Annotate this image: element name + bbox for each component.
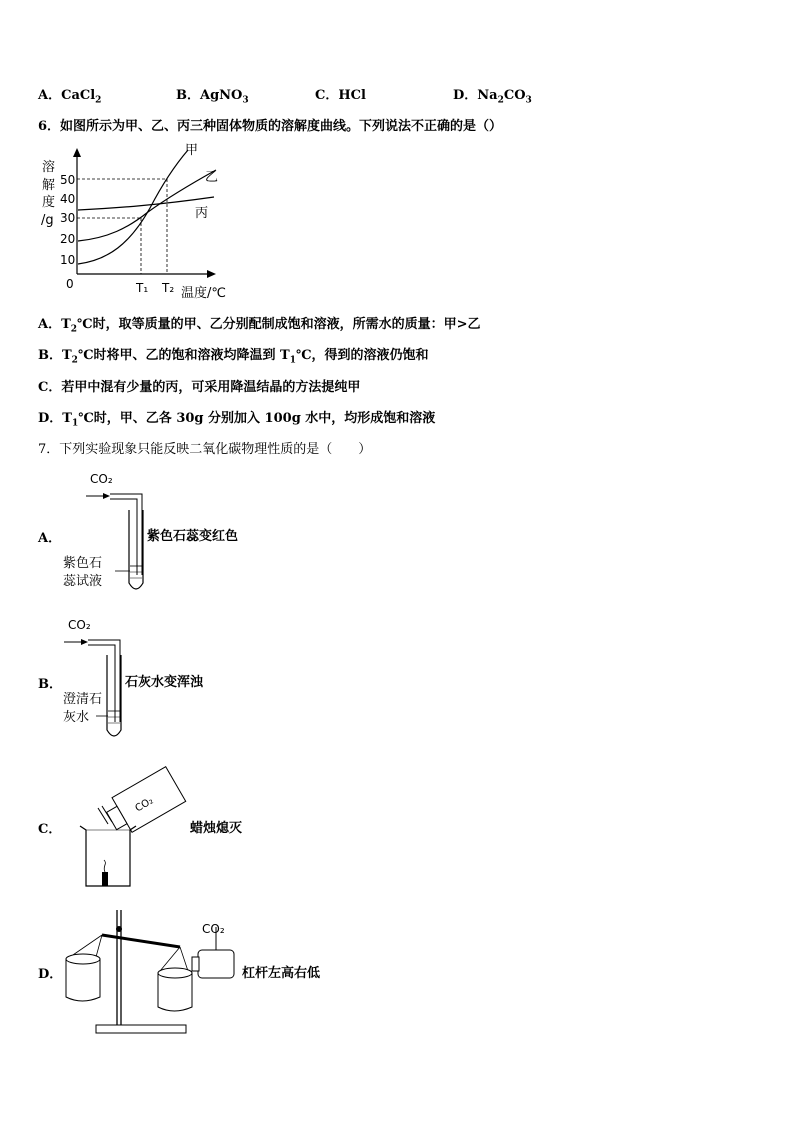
curve-label-bing: 丙 <box>195 206 209 221</box>
q6-option-c: C．若甲中混有少量的丙，可采用降温结晶的方法提纯甲 <box>38 380 361 395</box>
q7-stem: 7．下列实验现象只能反映二氧化碳物理性质的是（ ） <box>38 442 372 457</box>
y-tick-50: 50 <box>60 173 76 187</box>
origin-label: 0 <box>66 277 74 291</box>
gas-label-a: CO₂ <box>90 472 113 486</box>
liquid-label-b-2: 灰水 <box>63 710 90 725</box>
q5-option-c: C．HCl <box>315 88 366 103</box>
q5-option-d: D．$Na_2CO_3$ <box>453 88 532 106</box>
x-tick-t1: T₁ <box>136 281 149 295</box>
curve-jia <box>78 150 188 264</box>
q7-option-b-observation: 石灰水变浑浊 <box>125 675 204 690</box>
q7-option-c-letter: C． <box>38 822 62 837</box>
beaker-candle-diagram <box>78 760 198 890</box>
x-axis-label: 温度/℃ <box>181 286 226 301</box>
q6-stem: 6．如图所示为甲、乙、丙三种固体物质的溶解度曲线。下列说法不正确的是（） <box>38 119 503 134</box>
test-tube-litmus-diagram <box>60 470 160 600</box>
curve-label-yi: 乙 <box>205 170 219 185</box>
y-axis-label-4: /g <box>41 213 54 228</box>
liquid-label-b-1: 澄清石 <box>63 692 103 707</box>
gas-label-b: CO₂ <box>68 618 91 632</box>
y-tick-20: 20 <box>60 232 76 246</box>
q5-option-b: B．AgNO$_3$ <box>176 88 249 106</box>
curve-label-jia: 甲 <box>185 143 199 158</box>
gas-label-d: CO₂ <box>202 922 225 936</box>
lever-balance-diagram <box>60 905 260 1035</box>
y-tick-30: 30 <box>60 211 76 225</box>
liquid-label-a-1: 紫色石 <box>63 556 103 571</box>
q6-option-d: D．$T_1℃$时，甲、乙各 30g 分别加入 100g 水中，均形成饱和溶液 <box>38 411 436 429</box>
y-axis-label-3: 度 <box>42 195 56 210</box>
y-axis-label-1: 溶 <box>42 160 56 175</box>
q7-option-a-letter: A． <box>38 531 62 546</box>
q7-option-b-letter: B． <box>38 677 62 692</box>
q7-option-d-observation: 杠杆左高右低 <box>242 966 321 981</box>
curve-bing <box>78 197 214 210</box>
q6-option-a: A．$T_2℃$时，取等质量的甲、乙分别配制成饱和溶液，所需水的质量：甲>乙 <box>38 317 481 335</box>
liquid-label-a-2: 蕊试液 <box>63 574 103 589</box>
solubility-graph <box>38 140 278 300</box>
q7-option-d-letter: D． <box>38 967 63 982</box>
q7-option-c-observation: 蜡烛熄灭 <box>190 821 243 836</box>
gas-label-c: CO₂ <box>133 795 156 815</box>
y-axis-label-2: 解 <box>42 178 56 193</box>
q5-option-a: A．CaCl$_2$ <box>38 88 102 106</box>
q7-option-a-observation: 紫色石蕊变红色 <box>147 529 239 544</box>
y-tick-40: 40 <box>60 192 76 206</box>
q6-option-b: B．$T_2℃$时将甲、乙的饱和溶液均降温到 $T_1℃$，得到的溶液仍饱和 <box>38 348 429 366</box>
y-tick-10: 10 <box>60 253 76 267</box>
x-tick-t2: T₂ <box>162 281 175 295</box>
